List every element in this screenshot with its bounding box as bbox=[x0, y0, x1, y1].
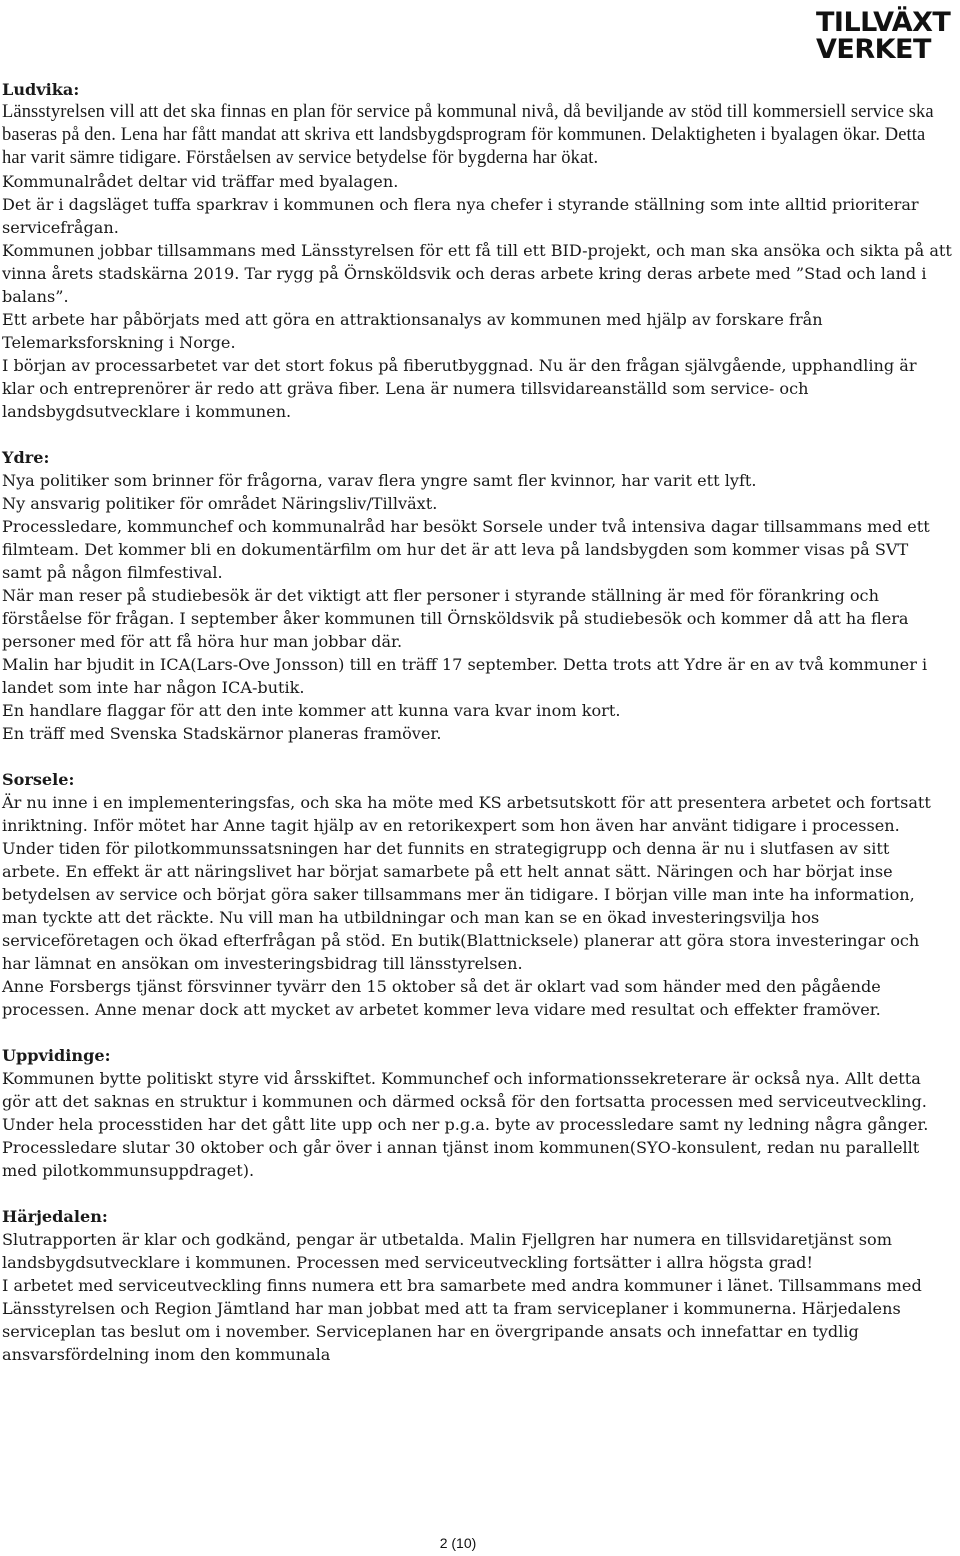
page-number: 2 (10) bbox=[439, 1535, 477, 1551]
section-heading: Ydre: bbox=[2, 448, 50, 467]
section-ludvika bbox=[2, 78, 952, 423]
paragraph: En handlare flaggar för att den inte kommer att kunna vara kvar inom kort. bbox=[2, 701, 621, 720]
document-body bbox=[2, 78, 952, 1389]
tillvaxtverket-logo bbox=[812, 2, 960, 62]
paragraph: En träff med Svenska Stadskärnor planeras framöver. bbox=[2, 724, 442, 743]
paragraph: Anne Forsbergs tjänst försvinner tyvärr den 15 oktober så det är oklart vad som händer med den pågående processen. Anne menar dock att mycket av arbetet kommer leva vidare med resultat och effekter framöver. bbox=[2, 977, 881, 1019]
paragraph: Under tiden för pilotkommunssatsningen har det funnits en strategigrupp och denna är nu i slutfasen av sitt arbete. En effekt är att näringslivet har börjat samarbete på ett helt annat sätt. Näringen och har börjat inse betydelsen av service och börjat göra saker tillsammans mer än tidigare. I början ville man inte ha information, man tyckte att det räckte. Nu vill man ha utbildningar och man kan se en ökad investeringsvilja hos serviceföretagen och ökad efterfrågan på stöd. En butik(Blattnicksele) planerar att göra stora investeringar och har lämnat en ansökan om investeringsbidrag till länsstyrelsen. bbox=[2, 839, 920, 973]
logo-wordmark bbox=[812, 2, 960, 62]
paragraph: Nya politiker som brinner för frågorna, varav flera yngre samt fler kvinnor, har varit ett lyft. bbox=[2, 471, 757, 490]
logo-line-2: VERKET bbox=[816, 34, 931, 62]
section-heading: Sorsele: bbox=[2, 770, 75, 789]
paragraph: Slutrapporten är klar och godkänd, pengar är utbetalda. Malin Fjellgren har numera en tillsvidaretjänst som landsbygdsutvecklare i kommunen. Processen med serviceutveckling fortsätter i allra högsta grad! bbox=[2, 1230, 892, 1272]
paragraph: Är nu inne i en implementeringsfas, och ska ha möte med KS arbetsutskott för att presentera arbetet och fortsatt inriktning. Inför mötet har Anne tagit hjälp av en retorikexpert som hon även har använt tidigare i processen. bbox=[2, 793, 931, 835]
paragraph: Länsstyrelsen vill att det ska finnas en plan för service på kommunal nivå, då beviljande av stöd till kommersiell service ska baseras på den. Lena har fått mandat att skriva ett landsbygdsprogram för kommunen. Delaktigheten i byalagen ökar. Detta har varit sämre tidigare. Förståelsen av service betydelse för bygderna har ökat. bbox=[2, 102, 934, 168]
paragraph: Ny ansvarig politiker för området Näringsliv/Tillväxt. bbox=[2, 494, 438, 513]
section-uppvidinge bbox=[2, 1044, 952, 1182]
paragraph: Malin har bjudit in ICA(Lars-Ove Jonsson) till en träff 17 september. Detta trots att Ydre är en av två kommuner i landet som inte har någon ICA-butik. bbox=[2, 655, 928, 697]
section-heading: Uppvidinge: bbox=[2, 1046, 111, 1065]
section-heading: Ludvika: bbox=[2, 80, 80, 99]
paragraph: Kommunen jobbar tillsammans med Länsstyrelsen för ett få till ett BID-projekt, och man ska ansöka och sikta på att vinna årets stadskärna 2019. Tar rygg på Örnsköldsvik och deras arbete kring deras arbete med ”Stad och land i balans”. bbox=[2, 241, 952, 306]
paragraph: Kommunalrådet deltar vid träffar med byalagen. bbox=[2, 172, 399, 191]
paragraph: Processledare, kommunchef och kommunalråd har besökt Sorsele under två intensiva dagar tillsammans med ett filmteam. Det kommer bli en dokumentärfilm om hur det är att leva på landsbygden som kommer visas på SVT samt på någon filmfestival. bbox=[2, 517, 930, 582]
paragraph: När man reser på studiebesök är det viktigt att fler personer i styrande ställning är med för förankring och förståelse för frågan. I september åker kommunen till Örnsköldsvik på studiebesök och kommer då att ha flera personer med för att få höra hur man jobbar där. bbox=[2, 586, 909, 651]
logo-line-1: TILLVÄXT bbox=[816, 7, 951, 38]
section-sorsele bbox=[2, 768, 952, 1021]
paragraph: Ett arbete har påbörjats med att göra en attraktionsanalys av kommunen med hjälp av forskare från Telemarksforskning i Norge. bbox=[2, 310, 823, 352]
section-heading: Härjedalen: bbox=[2, 1207, 108, 1226]
paragraph: Kommunen bytte politiskt styre vid årsskiftet. Kommunchef och informationssekreterare är också nya. Allt detta gör att det saknas en struktur i kommunen och därmed också för den fortsatta processen med serviceutveckling. Under hela processtiden har det gått lite upp och ner p.g.a. byte av processledare samt ny ledning några gånger. Processledare slutar 30 oktober och går över i annan tjänst inom kommunen(SYO-konsulent, redan nu parallellt med pilotkommunsuppdraget). bbox=[2, 1069, 929, 1180]
paragraph: Det är i dagsläget tuffa sparkrav i kommunen och flera nya chefer i styrande ställning som inte alltid prioriterar servicefrågan. bbox=[2, 195, 919, 237]
section-harjedalen bbox=[2, 1205, 952, 1366]
paragraph: I början av processarbetet var det stort fokus på fiberutbyggnad. Nu är den frågan självgående, upphandling är klar och entreprenörer är redo att gräva fiber. Lena är numera tillsvidareanställd som service- och landsbygdsutvecklare i kommunen. bbox=[2, 356, 917, 421]
paragraph: I arbetet med serviceutveckling finns numera ett bra samarbete med andra kommuner i länet. Tillsammans med Länsstyrelsen och Region Jämtland har man jobbat med att ta fram serviceplaner i kommunerna. Härjedalens serviceplan tas beslut om i november. Serviceplanen har en övergripande ansats och innefattar en tydlig ansvarsfördelning inom den kommunala bbox=[2, 1276, 922, 1364]
section-ydre bbox=[2, 446, 952, 745]
